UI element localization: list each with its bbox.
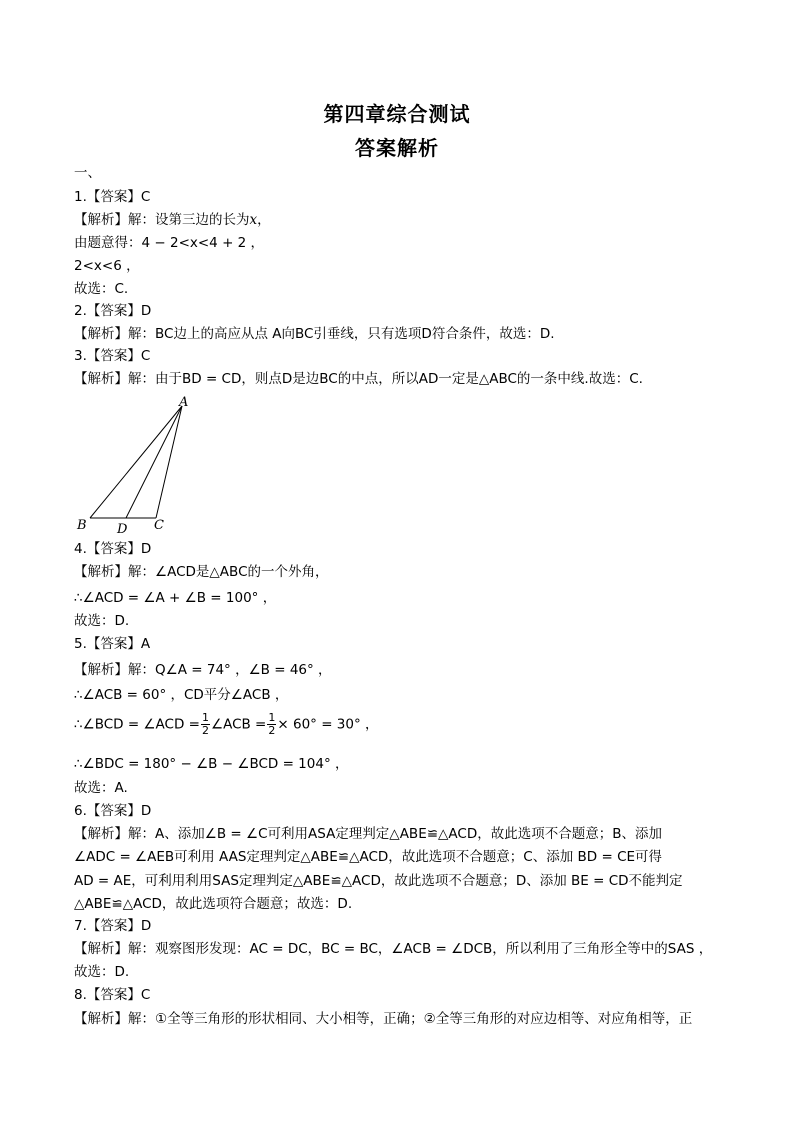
q8-analysis-line-1: 【解析】解：①全等三角形的形状相同、大小相等，正确；②全等三角形的对应边相等、对应角相等，正 xyxy=(74,1011,693,1027)
q1-analysis-line-4: 故选：C. xyxy=(74,281,129,297)
q8-answer: 8.【答案】C xyxy=(74,987,151,1003)
q7-answer: 7.【答案】D xyxy=(74,918,152,934)
q5-analysis-line-3 xyxy=(74,712,724,737)
q5-analysis-line-4: ∴∠BDC = 180° − ∠B − ∠BCD = 104° ， xyxy=(74,756,349,772)
fraction-one-half-2: $\frac{1}{2}$ xyxy=(268,711,276,737)
q5-analysis-line-5: 故选：A. xyxy=(74,780,128,796)
q4-analysis-line-1: 【解析】解：∠ACD是△ABC的一个外角， xyxy=(74,564,329,580)
label-a: A xyxy=(179,395,189,410)
q6-answer: 6.【答案】D xyxy=(74,803,152,819)
q4-analysis-line-2: ∴∠ACD = ∠A + ∠B = 100° ， xyxy=(74,590,277,606)
q1-text: 【解析】解：设第三边的长为 xyxy=(74,212,250,228)
q1-analysis-line-2: 由题意得：4 − 2<x<4 + 2 ， xyxy=(74,235,265,251)
q3-answer: 3.【答案】C xyxy=(74,348,151,364)
median-ad xyxy=(126,406,182,518)
q5-line3-part-c: × 60° = 30° ， xyxy=(277,716,379,733)
q5-analysis-line-1: 【解析】解：Q∠A = 74° ，∠B = 46° ， xyxy=(74,662,332,678)
side-ab xyxy=(90,406,182,518)
q2-analysis-line-1: 【解析】解：BC边上的高应从点 A向BC引垂线，只有选项D符合条件，故选：D. xyxy=(74,326,555,342)
document-title: 第四章综合测试 xyxy=(323,102,471,126)
q5-line3-part-b: ∠ACB = xyxy=(210,716,267,733)
q6-analysis-line-3: AD = AE，可利用利用SAS定理判定△ABE≌△ACD，故此选项不合题意；D、添加 BE = CD不能判定 xyxy=(74,873,683,889)
label-d: D xyxy=(117,522,128,537)
q6-analysis-line-4: △ABE≌△ACD，故此选项符合题意；故选：D. xyxy=(74,896,353,912)
q3-analysis-line-1: 【解析】解：由于BD = CD，则点D是边BC的中点，所以AD一定是△ABC的一条中线.故选：C. xyxy=(74,371,643,387)
q6-analysis-line-1: 【解析】解：A、添加∠B = ∠C可利用ASA定理判定△ABE≌△ACD，故此选项不合题意；B、添加 xyxy=(74,826,662,842)
q1-answer: 1.【答案】C xyxy=(74,189,151,205)
triangle-figure xyxy=(74,394,204,540)
q1-analysis-line-3: 2<x<6 ， xyxy=(74,258,140,274)
q1-variable: x xyxy=(249,212,258,228)
q7-analysis-line-2: 故选：D. xyxy=(74,964,130,980)
q4-analysis-line-3: 故选：D. xyxy=(74,613,130,629)
q5-answer: 5.【答案】A xyxy=(74,636,151,652)
q5-analysis-line-2: ∴∠ACB = 60° ，CD平分∠ACB ， xyxy=(74,687,289,703)
q1-analysis-line-1 xyxy=(74,211,724,229)
label-c: C xyxy=(154,518,164,533)
q5-line3-part-a: ∴∠BCD = ∠ACD = xyxy=(74,716,200,733)
q7-analysis-line-1: 【解析】解：观察图形发现：AC = DC，BC = BC，∠ACB = ∠DCB，所以利用了三角形全等中的SAS ， xyxy=(74,941,713,957)
q6-analysis-line-2: ∠ADC = ∠AEB可利用 AAS定理判定△ABE≌△ACD，故此选项不合题意；C、添加 BD = CE可得 xyxy=(74,849,663,865)
q4-answer: 4.【答案】D xyxy=(74,541,152,557)
label-b: B xyxy=(77,518,87,533)
q1-text-end: ， xyxy=(257,212,271,228)
q2-answer: 2.【答案】D xyxy=(74,303,152,319)
section-mark: 一、 xyxy=(74,165,101,181)
side-ac xyxy=(156,406,182,518)
document-subtitle: 答案解析 xyxy=(355,136,439,160)
fraction-one-half: $\frac{1}{2}$ xyxy=(201,711,209,737)
